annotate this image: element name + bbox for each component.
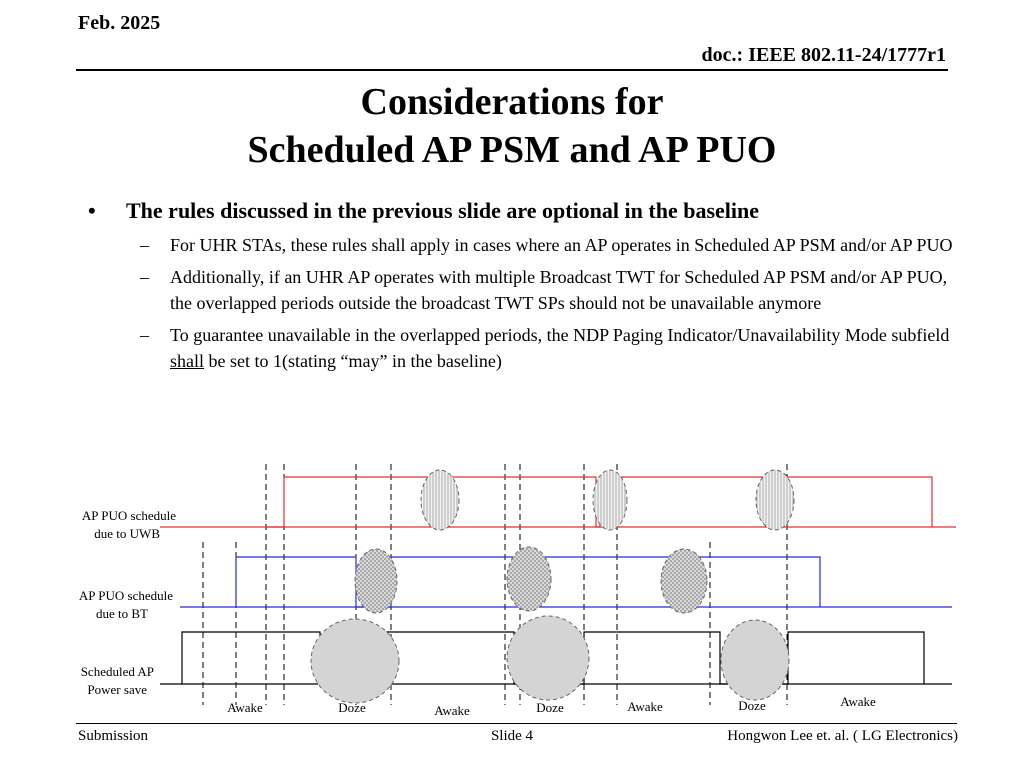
- sub-bullet-2: [88, 264, 958, 316]
- header-date: Feb. 2025: [78, 12, 161, 34]
- uwb-label-line1: AP PUO schedule: [81, 508, 176, 523]
- uwb-schedule-waveform: [160, 477, 956, 527]
- doze-label: Doze: [738, 698, 766, 713]
- sub-bullet-3-text-post: be set to 1(stating “may” in the baseline): [204, 351, 502, 371]
- doze-label: Doze: [338, 700, 366, 715]
- slide-title: [0, 78, 1024, 174]
- psm-label-line1: Scheduled AP: [80, 664, 154, 679]
- psm-label-line2: Power save: [87, 682, 147, 697]
- dash-icon: –: [140, 325, 149, 345]
- schedule-diagram: [0, 460, 1024, 722]
- sub-bullet-1-text: For UHR STAs, these rules shall apply in cases where an AP operates in Scheduled AP PSM and/or AP PUO: [170, 235, 953, 255]
- footer-submission: Submission: [78, 728, 149, 744]
- dash-icon: –: [140, 267, 149, 287]
- bullet-dot-icon: •: [88, 198, 96, 223]
- sub-bullet-3: [88, 322, 958, 374]
- footer-rule: [76, 723, 957, 724]
- awake-label: Awake: [227, 700, 263, 715]
- footer-author: Hongwon Lee et. al. ( LG Electronics): [727, 728, 958, 744]
- bullet-list: [88, 196, 958, 374]
- sub-bullet-2-text: Additionally, if an UHR AP operates with multiple Broadcast TWT for Scheduled AP PSM and/or AP PUO, the overlapped periods outside the broadcast TWT SPs should not be unavailable anymore: [170, 267, 948, 313]
- sub-bullet-1: [88, 232, 958, 258]
- awake-label: Awake: [434, 703, 470, 718]
- overlap-ellipses: [311, 470, 794, 703]
- title-line-2: Scheduled AP PSM and AP PUO: [247, 129, 777, 171]
- uwb-label-line2: due to UWB: [94, 526, 160, 541]
- bt-schedule-waveform: [180, 557, 952, 607]
- title-line-1: Considerations for: [360, 81, 664, 123]
- main-bullet-text: The rules discussed in the previous slide are optional in the baseline: [126, 198, 759, 223]
- sub-bullet-3-text-pre: To guarantee unavailable in the overlapped periods, the NDP Paging Indicator/Unavailability Mode subfield: [170, 325, 950, 345]
- row-labels: [79, 508, 176, 697]
- awake-label: Awake: [627, 699, 663, 714]
- doze-label: Doze: [536, 700, 564, 715]
- header-rule: [76, 69, 948, 71]
- awake-label: Awake: [840, 694, 876, 709]
- main-bullet: [88, 196, 958, 226]
- bt-label-line2: due to BT: [96, 606, 148, 621]
- bt-label-line1: AP PUO schedule: [78, 588, 173, 603]
- shall-underlined: shall: [170, 351, 204, 371]
- dash-icon: –: [140, 235, 149, 255]
- header-doc-id: doc.: IEEE 802.11-24/1777r1: [701, 44, 946, 66]
- footer-slide-number: Slide 4: [490, 728, 534, 744]
